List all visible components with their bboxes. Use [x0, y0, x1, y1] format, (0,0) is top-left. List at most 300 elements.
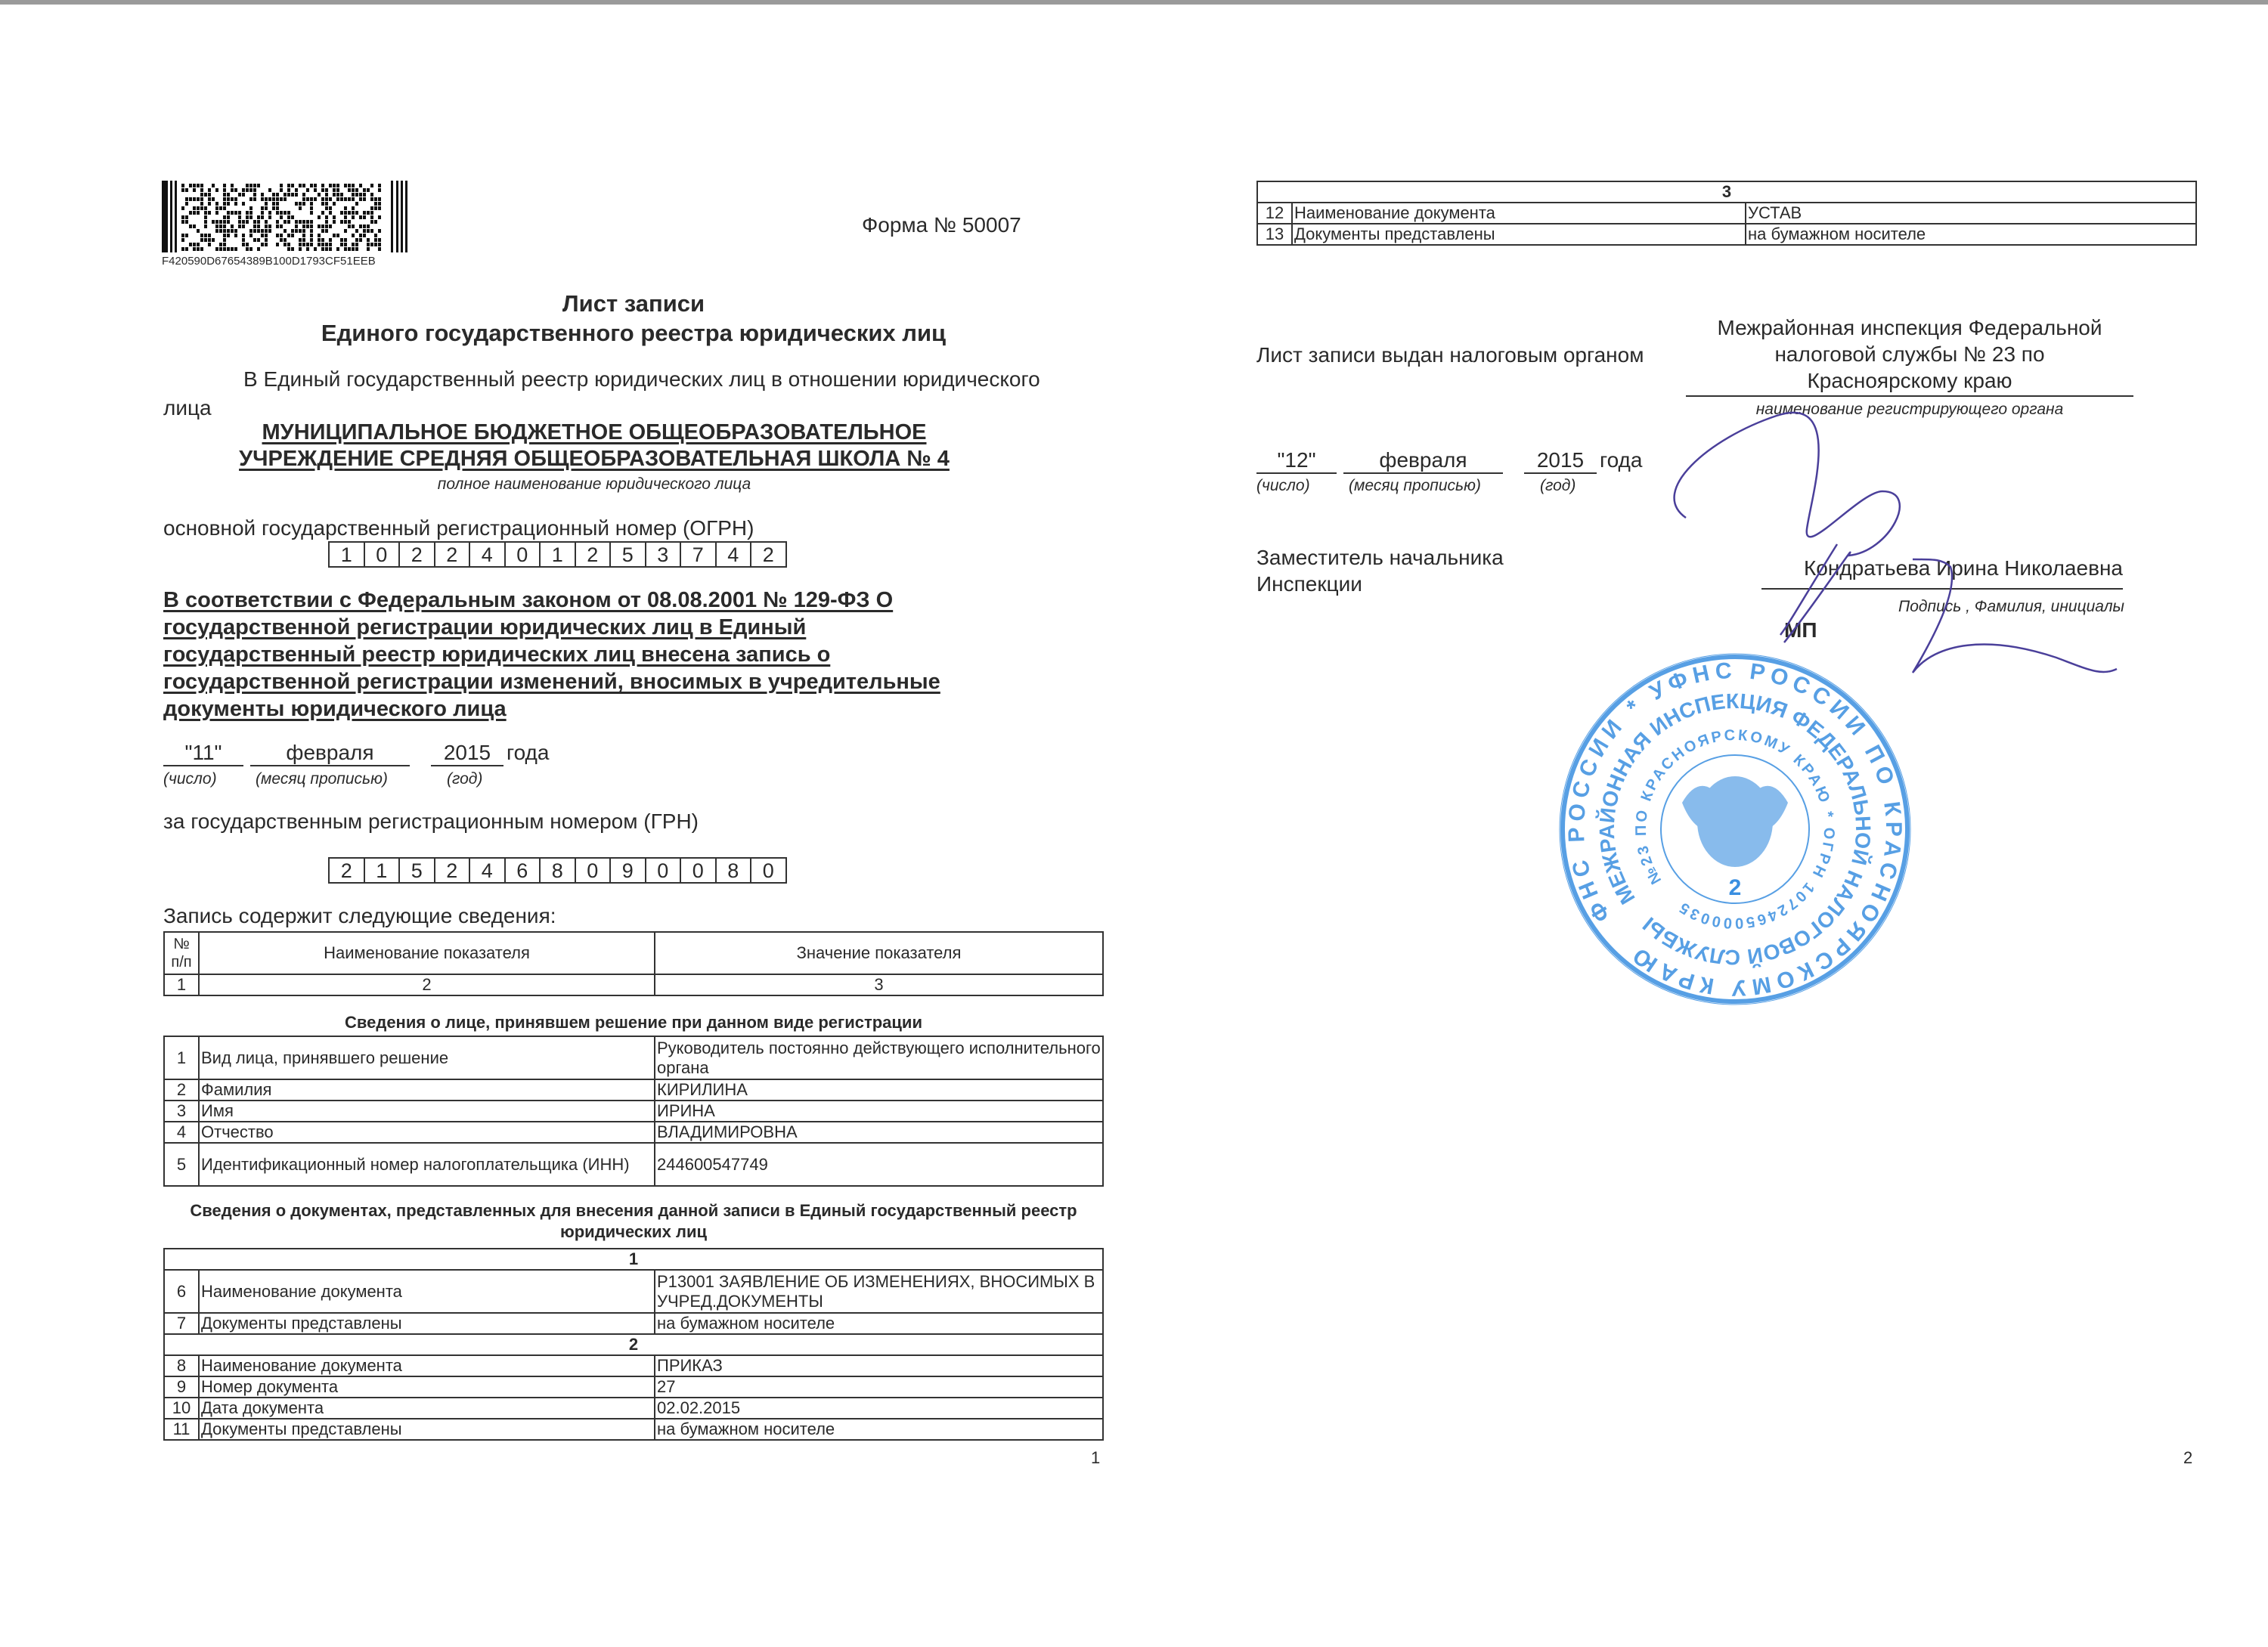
row-number: 1 [164, 1036, 199, 1079]
barcode-module [355, 247, 358, 251]
barcode-module [227, 247, 230, 251]
barcode-module [367, 238, 370, 242]
barcode-module [257, 238, 260, 242]
barcode-module [200, 193, 203, 197]
barcode-module [234, 229, 237, 233]
barcode-module [329, 184, 332, 187]
barcode-module [363, 197, 366, 201]
barcode-module [310, 202, 313, 206]
barcode-module [352, 247, 355, 251]
barcode-module [197, 206, 200, 210]
barcode-module [231, 224, 234, 228]
barcode-module [291, 215, 294, 219]
barcode-module [344, 184, 347, 187]
barcode-module [299, 238, 302, 242]
stamp-outer-text: ФНС РОССИИ * УФНС РОССИИ ПО КРАСНОЯРСКОМУ КРАЮ [1563, 658, 1907, 1001]
barcode-module [321, 197, 324, 201]
barcode-module [352, 243, 355, 246]
barcode-module [257, 229, 260, 233]
barcode-module [242, 220, 245, 224]
row-value: ПРИКАЗ [655, 1355, 1103, 1376]
date-month-caption: (месяц прописью) [1349, 477, 1481, 494]
barcode-module [284, 229, 287, 233]
barcode-module [340, 220, 343, 224]
ogrn-digit: 0 [365, 543, 401, 566]
table-row [164, 1313, 1103, 1334]
barcode-module [204, 220, 207, 224]
barcode-module [223, 206, 226, 210]
barcode-module [329, 197, 332, 201]
row-name: Документы представлены [199, 1419, 655, 1440]
barcode-module [200, 188, 203, 192]
barcode-module [185, 220, 188, 224]
barcode-module [231, 229, 234, 233]
barcode-module [310, 206, 313, 210]
barcode-module [280, 238, 283, 242]
barcode-module [189, 243, 192, 246]
barcode-module [359, 215, 362, 219]
barcode-module [352, 224, 355, 228]
barcode-module [215, 206, 218, 210]
barcode-module [268, 229, 271, 233]
ogrn-digit: 2 [400, 543, 435, 566]
date-month: февраля [250, 741, 410, 766]
barcode-module [215, 229, 218, 233]
barcode-module [306, 188, 309, 192]
barcode-module [276, 193, 279, 197]
barcode-module [344, 206, 347, 210]
row-value: Руководитель постоянно действующего исполнительного органа [655, 1036, 1103, 1079]
barcode-module [321, 224, 324, 228]
barcode-module [208, 188, 211, 192]
row-value: ИРИНА [655, 1101, 1103, 1122]
barcode-module [367, 243, 370, 246]
barcode-module [359, 234, 362, 237]
barcode-module [189, 197, 192, 201]
barcode-module [227, 215, 230, 219]
ogrn-digit: 4 [717, 543, 752, 566]
barcode-module [193, 188, 196, 192]
barcode-module [280, 184, 283, 187]
barcode-module [268, 188, 271, 192]
barcode-module [325, 206, 328, 210]
barcode-module [200, 234, 203, 237]
barcode-module [370, 184, 373, 187]
barcode-module [344, 220, 347, 224]
barcode-module [340, 238, 343, 242]
law-line: государственный реестр юридических лиц внесена запись о [163, 642, 831, 667]
barcode-module [242, 188, 245, 192]
barcode-module [299, 206, 302, 210]
barcode-module [295, 229, 298, 233]
barcode-module [219, 229, 222, 233]
barcode-module [348, 224, 351, 228]
barcode-module [215, 202, 218, 206]
barcode-module [181, 188, 184, 192]
table-row [164, 1079, 1103, 1101]
barcode-module [321, 202, 324, 206]
barcode-module [348, 247, 351, 251]
page-number: 2 [2183, 1448, 2193, 1467]
header-col-name: Наименование показателя [199, 932, 655, 974]
barcode-module [333, 202, 336, 206]
barcode-module [363, 211, 366, 215]
barcode-module [378, 247, 381, 251]
date-month: февраля [1343, 448, 1503, 474]
barcode-module [321, 247, 324, 251]
barcode-module [234, 247, 237, 251]
barcode-module [253, 188, 256, 192]
barcode-module [208, 238, 211, 242]
barcode-module [352, 215, 355, 219]
barcode-module [367, 224, 370, 228]
barcode-module [208, 211, 211, 215]
barcode-module [234, 211, 237, 215]
row-name: Идентификационный номер налогоплательщика (ИНН) [199, 1143, 655, 1186]
barcode-module [333, 215, 336, 219]
barcode-module [261, 234, 264, 237]
barcode-module [257, 224, 260, 228]
row-name: Вид лица, принявшего решение [199, 1036, 655, 1079]
barcode-module [374, 220, 377, 224]
barcode-code: F420590D67654389B100D1793CF51EEB [162, 255, 376, 268]
row-value: на бумажном носителе [655, 1313, 1103, 1334]
barcode-module [284, 197, 287, 201]
barcode-module [370, 193, 373, 197]
table-row [1257, 203, 2196, 224]
authority-line: налоговой службы № 23 по [1774, 342, 2045, 366]
barcode-module [265, 224, 268, 228]
barcode-module [363, 188, 366, 192]
barcode-module [329, 243, 332, 246]
barcode-module [272, 193, 275, 197]
grn-digit: 4 [470, 859, 506, 882]
law-line: государственной регистрации изменений, вносимых в учредительные [163, 670, 940, 694]
barcode-module [242, 243, 245, 246]
date-suffix: года [1600, 448, 1643, 472]
barcode-module [310, 243, 313, 246]
date-year: 2015 [1524, 448, 1597, 474]
barcode-module [325, 188, 328, 192]
grn-digit: 1 [365, 859, 401, 882]
barcode-module [344, 243, 347, 246]
barcode-module [321, 188, 324, 192]
barcode-module [175, 181, 177, 252]
barcode-module [325, 215, 328, 219]
barcode-module [265, 202, 268, 206]
grn-digit: 0 [576, 859, 612, 882]
authority-line: Красноярскому краю [1807, 369, 2012, 392]
page-subtitle: Единого государственного реестра юридических лиц [321, 320, 947, 346]
barcode-module [189, 184, 192, 187]
barcode-module [204, 238, 207, 242]
barcode-module [318, 215, 321, 219]
header-col-number: № п/п [164, 932, 199, 974]
grn-digit: 5 [400, 859, 435, 882]
barcode-module [321, 211, 324, 215]
ogrn-digit: 1 [541, 543, 576, 566]
law-line: документы юридического лица [163, 697, 507, 721]
barcode-module [344, 238, 347, 242]
barcode-module [325, 224, 328, 228]
barcode-module [200, 202, 203, 206]
barcode-module [208, 243, 211, 246]
row-name: Дата документа [199, 1398, 655, 1419]
row-number: 12 [1257, 203, 1292, 224]
row-name: Фамилия [199, 1079, 655, 1101]
barcode-module [223, 238, 226, 242]
barcode-module [268, 197, 271, 201]
barcode-module [204, 224, 207, 228]
barcode-module [261, 206, 264, 210]
barcode-module [318, 234, 321, 237]
barcode-module [295, 220, 298, 224]
barcode-module [249, 211, 253, 215]
barcode-module [405, 181, 407, 252]
row-name: Наименование документа [199, 1355, 655, 1376]
barcode-module [265, 234, 268, 237]
barcode-module [367, 229, 370, 233]
ogrn-digit: 2 [762, 543, 774, 566]
barcode-module [329, 238, 332, 242]
barcode-module [344, 229, 347, 233]
grn-digit: 0 [762, 859, 774, 882]
stamp-inner-text: №23 ПО КРАСНОЯРСКОМУ КРАЮ * ОГРН 1072465000035 [1632, 726, 1838, 932]
ogrn-digits [328, 541, 787, 568]
row-number: 13 [1257, 224, 1292, 245]
date-month-caption: (месяц прописью) [256, 770, 388, 788]
barcode-module [367, 211, 370, 215]
barcode-module [238, 224, 241, 228]
org-name-caption: полное наименование юридического лица [437, 475, 751, 493]
barcode-module [310, 229, 313, 233]
barcode-module [223, 188, 226, 192]
barcode-module [359, 184, 362, 187]
barcode-module [185, 197, 188, 201]
barcode-module [325, 243, 328, 246]
table-row [164, 1355, 1103, 1376]
barcode-module [215, 247, 218, 251]
barcode-module [336, 184, 339, 187]
barcode-module [223, 243, 226, 246]
row-number: 9 [164, 1376, 199, 1398]
barcode-module [249, 229, 253, 233]
barcode-module [276, 224, 279, 228]
barcode-module [265, 220, 268, 224]
barcode-module [223, 197, 226, 201]
barcode-module [193, 211, 196, 215]
row-number: 2 [164, 1079, 199, 1101]
barcode-module [223, 184, 226, 187]
section1-title: Сведения о лице, принявшем решение при данном виде регистрации [345, 1013, 922, 1032]
barcode-module [302, 229, 305, 233]
barcode-module [197, 243, 200, 246]
barcode-module [197, 197, 200, 201]
grn-digits [328, 857, 787, 884]
row-value: на бумажном носителе [655, 1419, 1103, 1440]
grn-digit: 9 [611, 859, 646, 882]
barcode-module [276, 234, 279, 237]
barcode-module [249, 197, 253, 201]
barcode-module [246, 211, 249, 215]
barcode-module [253, 224, 256, 228]
barcode-module [333, 220, 336, 224]
position-line: Заместитель начальника [1256, 546, 1504, 569]
barcode-module [253, 193, 256, 197]
barcode-module [181, 234, 184, 237]
grn-digit: 0 [646, 859, 682, 882]
barcode-module [238, 193, 241, 197]
barcode-module [333, 234, 336, 237]
barcode-module [208, 202, 211, 206]
table-row [164, 1101, 1103, 1122]
barcode-module [302, 238, 305, 242]
barcode-module [287, 247, 290, 251]
form-number: Форма № 50007 [862, 213, 1021, 237]
barcode-module [215, 224, 218, 228]
table-row [164, 1143, 1103, 1186]
barcode-module [340, 243, 343, 246]
table-row [1257, 224, 2196, 245]
barcode-module [238, 215, 241, 219]
barcode-module [181, 184, 184, 187]
barcode-module [336, 193, 339, 197]
barcode-module [223, 224, 226, 228]
barcode-module [355, 238, 358, 242]
barcode-module [318, 193, 321, 197]
barcode-module [344, 215, 347, 219]
barcode-module [284, 211, 287, 215]
ogrn-digit: 0 [506, 543, 541, 566]
barcode-module [302, 193, 305, 197]
barcode-module [276, 202, 279, 206]
barcode-module [193, 224, 196, 228]
barcode-module [223, 193, 226, 197]
grn-label: за государственным регистрационным номером (ГРН) [163, 810, 699, 833]
row-name: Отчество [199, 1122, 655, 1143]
barcode-module [370, 197, 373, 201]
barcode-module [276, 206, 279, 210]
barcode-module [246, 243, 249, 246]
row-name: Наименование документа [1292, 203, 1746, 224]
header-num: 1 [164, 974, 199, 995]
barcode-module [249, 247, 253, 251]
barcode-module [314, 188, 317, 192]
contains-label: Запись содержит следующие сведения: [163, 904, 556, 927]
barcode-module [249, 234, 253, 237]
ogrn-digit: 4 [470, 543, 506, 566]
row-number: 6 [164, 1270, 199, 1313]
barcode-module [287, 220, 290, 224]
barcode-module [359, 193, 362, 197]
signature-stroke [1675, 413, 2117, 673]
barcode-module [280, 188, 283, 192]
barcode-module [310, 224, 313, 228]
barcode-module [363, 193, 366, 197]
barcode-module [257, 215, 260, 219]
official-stamp [1557, 652, 1913, 1007]
barcode-module [306, 220, 309, 224]
authority-line: Межрайонная инспекция Федеральной [1717, 316, 2102, 339]
barcode-module [242, 238, 245, 242]
barcode-module [340, 197, 343, 201]
barcode-module [200, 238, 203, 242]
barcode-module [287, 188, 290, 192]
barcode-module [401, 181, 403, 252]
barcode-module [391, 181, 393, 252]
barcode-module [355, 211, 358, 215]
barcode-module [231, 211, 234, 215]
barcode-module [253, 197, 256, 201]
page-number: 1 [1091, 1448, 1101, 1467]
barcode-module [352, 188, 355, 192]
barcode-module [280, 215, 283, 219]
barcode-module [329, 247, 332, 251]
barcode-module [276, 211, 279, 215]
barcode-module [306, 247, 309, 251]
signer-name: Кондратьева Ирина Николаевна [1761, 556, 2123, 590]
barcode-module [246, 215, 249, 219]
barcode-module [212, 197, 215, 201]
documents-table [163, 1248, 1104, 1441]
barcode-module [249, 184, 253, 187]
barcode-module [219, 224, 222, 228]
barcode-module [276, 220, 279, 224]
org-name-line2: УЧРЕЖДЕНИЕ СРЕДНЯЯ ОБЩЕОБРАЗОВАТЕЛЬНАЯ ШКОЛА № 4 [239, 447, 950, 471]
barcode-module [162, 181, 168, 252]
barcode-module [363, 234, 366, 237]
barcode-module [249, 206, 253, 210]
barcode-module [208, 193, 211, 197]
barcode-module [185, 215, 188, 219]
barcode-module [181, 215, 184, 219]
doc-group-header: 2 [164, 1334, 1103, 1355]
barcode-module [359, 238, 362, 242]
barcode-module [344, 211, 347, 215]
issued-label: Лист записи выдан налоговым органом [1256, 343, 1644, 367]
barcode-module [242, 234, 245, 237]
grn-digit: 2 [435, 859, 471, 882]
decision-person-table [163, 1036, 1104, 1187]
barcode-module [348, 188, 351, 192]
barcode-module [340, 211, 343, 215]
row-number: 10 [164, 1398, 199, 1419]
barcode-module [363, 229, 366, 233]
row-value: КИРИЛИНА [655, 1079, 1103, 1101]
barcode-module [310, 238, 313, 242]
barcode-module [215, 211, 218, 215]
date-day: "11" [163, 741, 243, 766]
ogrn-digit: 3 [646, 543, 682, 566]
barcode-module [204, 211, 207, 215]
barcode-module [181, 247, 184, 251]
barcode-module [284, 238, 287, 242]
row-name: Документы представлены [1292, 224, 1746, 245]
barcode-module [265, 243, 268, 246]
barcode-module [261, 229, 264, 233]
barcode-module [246, 184, 249, 187]
barcode-module [231, 247, 234, 251]
row-value: 27 [655, 1376, 1103, 1398]
handwritten-signature [1663, 408, 2268, 695]
barcode-module [219, 247, 222, 251]
header-col-value: Значение показателя [655, 932, 1103, 974]
date-day-caption: (число) [163, 770, 217, 788]
barcode-module [359, 197, 362, 201]
barcode-module [193, 247, 196, 251]
barcode-module [295, 202, 298, 206]
barcode-module [287, 193, 290, 197]
